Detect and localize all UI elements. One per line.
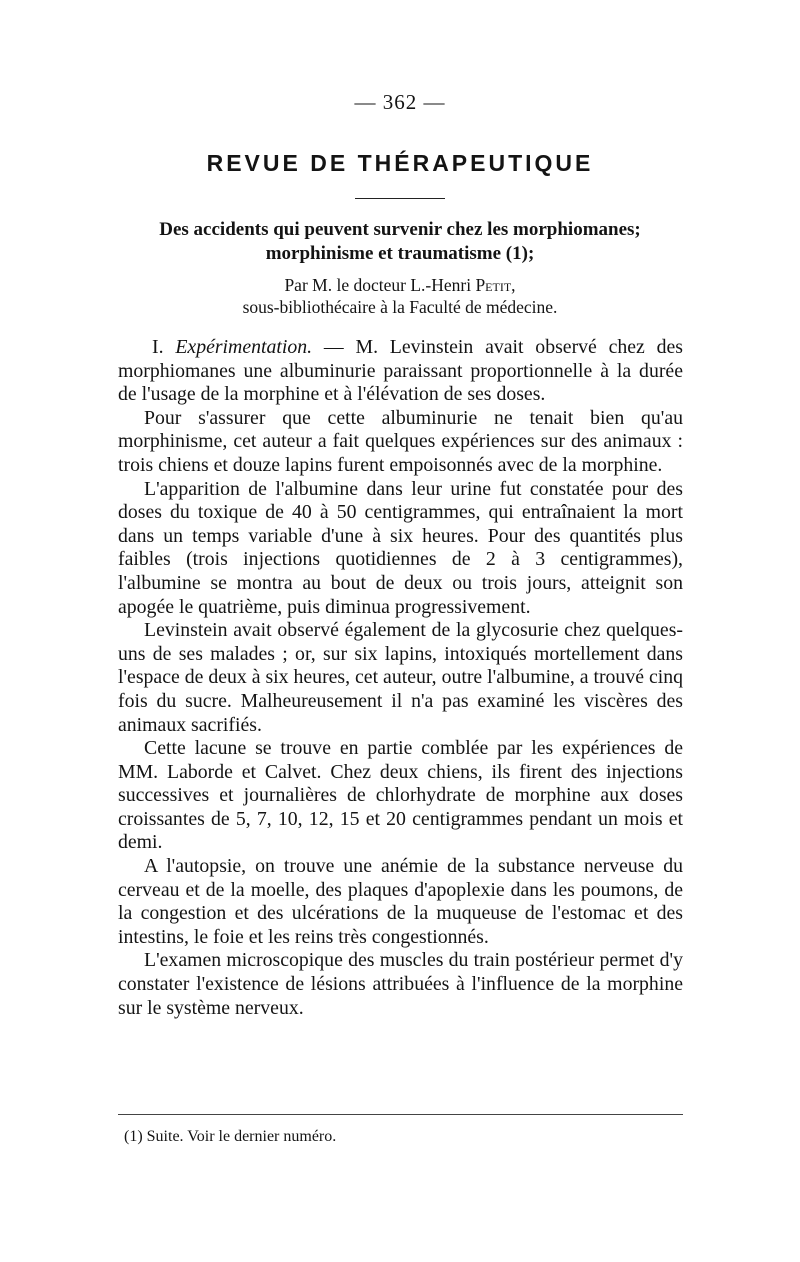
title-rule bbox=[355, 198, 445, 199]
paragraph-2: Pour s'assurer que cette albuminurie ne tenait bien qu'au morphinisme, cet auteur a fait quelques expériences sur des animaux : trois chiens et douze lapins furent empoisonnés avec de la morphine. bbox=[118, 406, 683, 476]
section-number: I. bbox=[152, 336, 176, 358]
section-title: REVUE DE THÉRAPEUTIQUE bbox=[206, 150, 594, 176]
byline-prefix: Par M. le docteur L.-Henri bbox=[284, 275, 476, 295]
byline-line1 bbox=[100, 274, 700, 296]
article-title-line1: Des accidents qui peuvent survenir chez les morphiomanes; bbox=[159, 219, 641, 240]
byline-line2: sous-bibliothécaire à la Faculté de médecine. bbox=[242, 297, 558, 317]
paragraph-3: L'apparition de l'albumine dans leur urine fut constatée pour des doses du toxique de 40 à 50 centigrammes, qui entraînaient la mort dans un temps variable d'une à six heures. Pour des quantités plus faibles (trois injections quotidiennes de 2 à 3 centigrammes), l'albumine se montra au bout de deux ou trois jours, atteignit son apogée le quatrième, puis diminua progressivement. bbox=[118, 477, 683, 618]
footnote: (1) Suite. Voir le dernier numéro. bbox=[124, 1128, 337, 1145]
footnote-rule bbox=[118, 1114, 683, 1115]
body-text bbox=[118, 336, 683, 1020]
byline bbox=[100, 274, 700, 318]
section-heading: Expérimentation. bbox=[175, 336, 313, 358]
paragraph-1-text: — M. Levinstein avait observé chez des morphiomanes une albuminurie paraissant proportionnelle à la durée de l'usage de la morphine et à l'élévation de ses doses. bbox=[118, 336, 683, 406]
paragraph-6: A l'autopsie, on trouve une anémie de la substance nerveuse du cerveau et de la moelle, des plaques d'apoplexie dans les poumons, de la congestion et des ulcérations de la muqueuse de l'estomac et des intestins, le foie et les reins très congestionnés. bbox=[118, 855, 683, 948]
page-number: — 362 — bbox=[354, 90, 446, 114]
article-title bbox=[100, 218, 700, 266]
paragraph-4: Levinstein avait observé également de la glycosurie chez quelques-uns de ses malades ; or, sur six lapins, intoxiqués mortellement dans l'espace de deux à six heures, cet auteur, outre l'albumine, a trouvé cinq fois du sucre. Malheureusement il n'a pas examiné les viscères des animaux sacrifiés. bbox=[118, 619, 683, 736]
author-name: Petit, bbox=[475, 275, 516, 295]
paragraph-7: L'examen microscopique des muscles du train postérieur permet d'y constater l'existence de lésions attribuées à l'influence de la morphine sur le système nerveux. bbox=[118, 949, 683, 1019]
paragraph-1 bbox=[118, 336, 683, 407]
paragraph-5: Cette lacune se trouve en partie comblée par les expériences de MM. Laborde et Calvet. Chez deux chiens, ils firent des injections successives et journalières de chlorhydrate de morphine aux doses croissantes de 5, 7, 10, 12, 15 et 20 centigrammes pendant un mois et demi. bbox=[118, 737, 683, 854]
article-title-line2: morphinisme et traumatisme (1); bbox=[265, 243, 535, 264]
